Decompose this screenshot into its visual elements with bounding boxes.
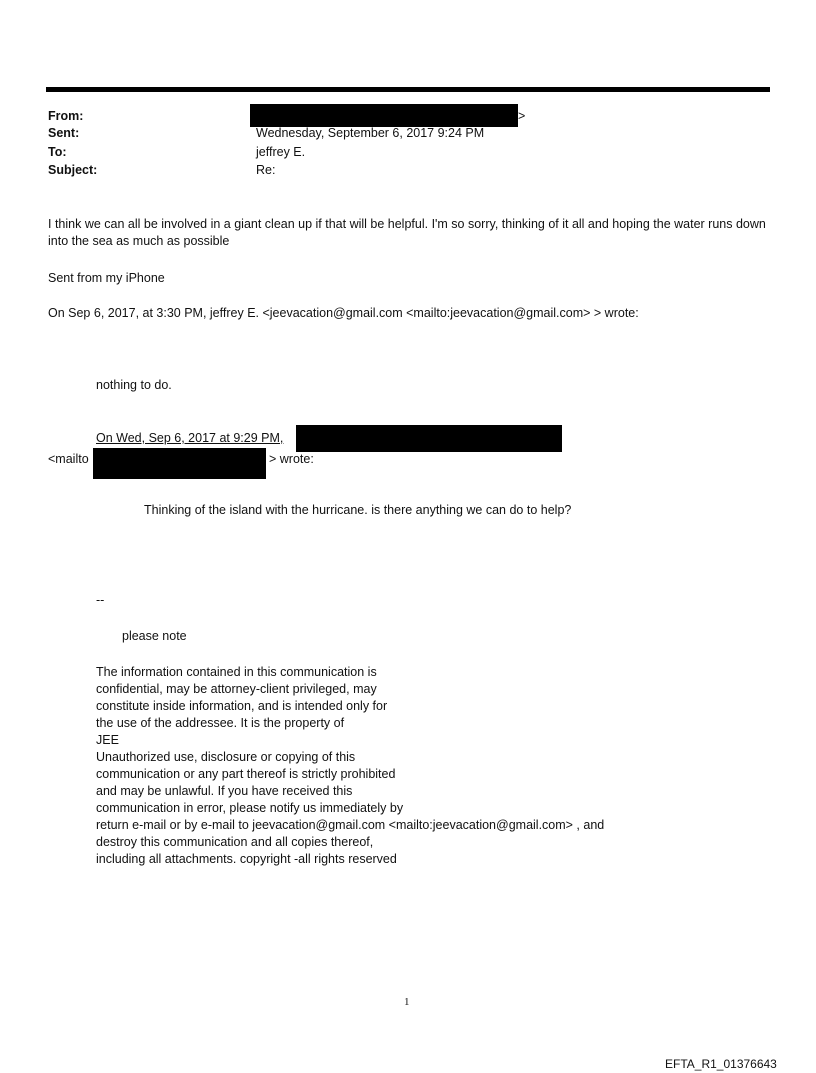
redaction-from — [250, 104, 518, 127]
subject-value: Re: — [256, 163, 276, 177]
signature-dashes: -- — [96, 593, 105, 607]
please-note: please note — [122, 629, 187, 643]
disclaimer-line: return e-mail or by e-mail to jeevacation@gmail.com <mailto:jeevacation@gmail.com> , and — [96, 818, 605, 832]
disclaimer-line: Unauthorized use, disclosure or copying of this — [96, 750, 356, 764]
disclaimer-line: and may be unlawful. If you have received this — [96, 784, 353, 798]
signature: Sent from my iPhone — [48, 271, 165, 285]
quote2-wrote: > wrote: — [269, 452, 314, 466]
from-value-tail: > — [518, 109, 526, 123]
redaction-sender — [296, 425, 562, 452]
reply-text: nothing to do. — [96, 378, 172, 392]
disclaimer-line: constitute inside information, and is intended only for — [96, 699, 388, 713]
disclaimer-line: the use of the addressee. It is the property of — [96, 716, 345, 730]
message-body: I think we can all be involved in a giant clean up if that will be helpful. I'm so sorry, thinking of it all and hoping the water runs down into the sea as much as possible — [48, 217, 766, 248]
header-rule — [46, 87, 770, 92]
page-number: 1 — [404, 996, 410, 1008]
quote2-mailto: <mailto — [48, 452, 89, 466]
quote2-intro: On Wed, Sep 6, 2017 at 9:29 PM, — [96, 431, 284, 445]
original-message: Thinking of the island with the hurricane. is there anything we can do to help? — [144, 503, 572, 517]
sent-label: Sent: — [48, 126, 80, 140]
disclaimer-line: including all attachments. copyright -all rights reserved — [96, 852, 397, 866]
to-label: To: — [48, 145, 67, 159]
document-id: EFTA_R1_01376643 — [665, 1057, 777, 1071]
redaction-mailto — [93, 448, 266, 479]
disclaimer-line: destroy this communication and all copies thereof, — [96, 835, 374, 849]
disclaimer-line: JEE — [96, 733, 119, 747]
to-value: jeffrey E. — [256, 145, 306, 159]
sent-value: Wednesday, September 6, 2017 9:24 PM — [256, 126, 485, 140]
disclaimer — [96, 664, 604, 868]
from-label: From: — [48, 109, 84, 123]
disclaimer-line: communication in error, please notify us immediately by — [96, 801, 404, 815]
disclaimer-line: The information contained in this communication is — [96, 665, 377, 679]
disclaimer-line: confidential, may be attorney-client privileged, may — [96, 682, 377, 696]
quote-intro: On Sep 6, 2017, at 3:30 PM, jeffrey E. <jeevacation@gmail.com <mailto:jeevacation@gmail.com> > wrote: — [48, 306, 639, 320]
disclaimer-line: communication or any part thereof is strictly prohibited — [96, 767, 396, 781]
subject-label: Subject: — [48, 163, 98, 177]
